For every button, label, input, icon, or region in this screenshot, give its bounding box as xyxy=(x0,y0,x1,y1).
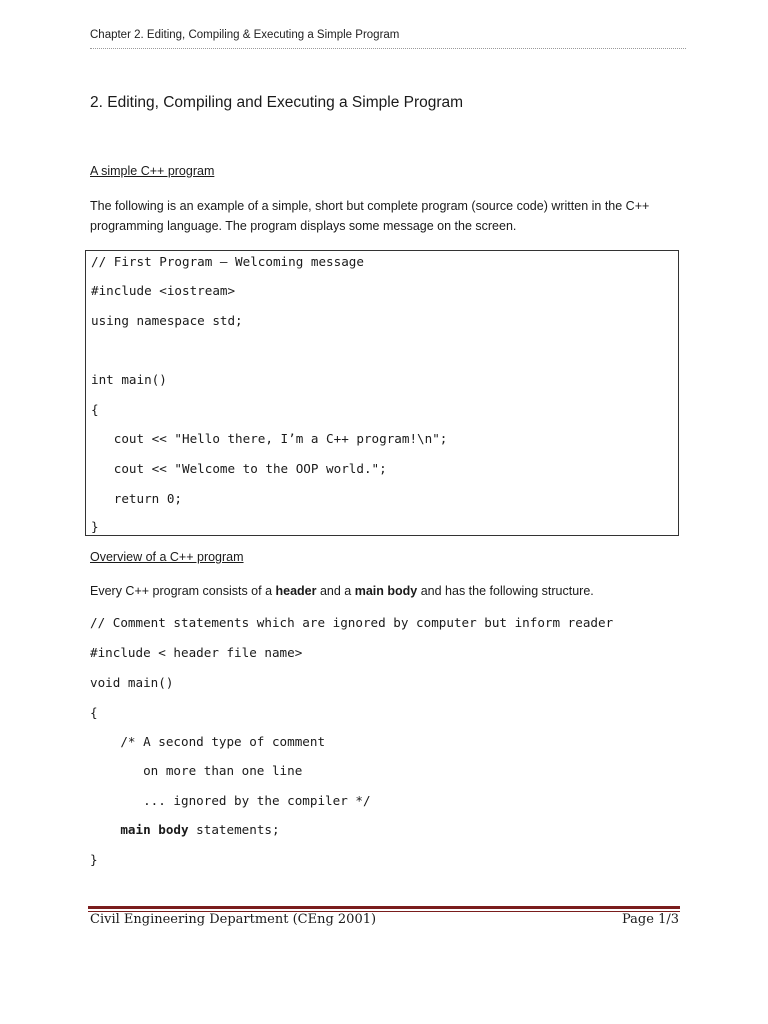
structure-line: } xyxy=(90,852,98,867)
running-header: Chapter 2. Editing, Compiling & Executing a Simple Program xyxy=(90,29,400,41)
structure-line: ... ignored by the compiler */ xyxy=(90,793,371,808)
structure-line: { xyxy=(90,705,98,720)
code-line: return 0; xyxy=(91,491,182,506)
code-line: #include <iostream> xyxy=(91,283,236,298)
code-line: } xyxy=(91,519,99,534)
chapter-title: 2. Editing, Compiling and Executing a Simple Program xyxy=(90,94,464,111)
section-heading-simple-program: A simple C++ program xyxy=(90,164,215,178)
footer-department: Civil Engineering Department (CEng 2001) xyxy=(90,912,377,927)
overview-paragraph: Every C++ program consists of a header and a main body and has the following structure. xyxy=(90,584,594,598)
structure-line: /* A second type of comment xyxy=(90,734,326,749)
structure-line: #include < header file name> xyxy=(90,645,303,660)
intro-paragraph: The following is an example of a simple, short but complete program (source code) written in the C++ programming language. The program displays some message on the screen. xyxy=(90,199,650,233)
code-line: cout << "Hello there, I’m a C++ program!\n"; xyxy=(91,431,448,446)
code-example-box xyxy=(85,250,679,536)
code-line: { xyxy=(91,402,99,417)
code-line: using namespace std; xyxy=(91,313,243,328)
footer-page-number: Page 1/3 xyxy=(622,912,679,927)
structure-line: on more than one line xyxy=(90,763,303,778)
structure-line: void main() xyxy=(90,675,174,690)
structure-line: main body statements; xyxy=(120,822,280,837)
code-line: cout << "Welcome to the OOP world."; xyxy=(91,461,387,476)
footer-divider xyxy=(88,906,680,909)
structure-line: // Comment statements which are ignored by computer but inform reader xyxy=(90,615,614,630)
header-divider xyxy=(90,48,686,49)
section-heading-overview: Overview of a C++ program xyxy=(90,550,244,564)
code-line: // First Program – Welcoming message xyxy=(91,254,364,269)
code-line: int main() xyxy=(91,372,167,387)
